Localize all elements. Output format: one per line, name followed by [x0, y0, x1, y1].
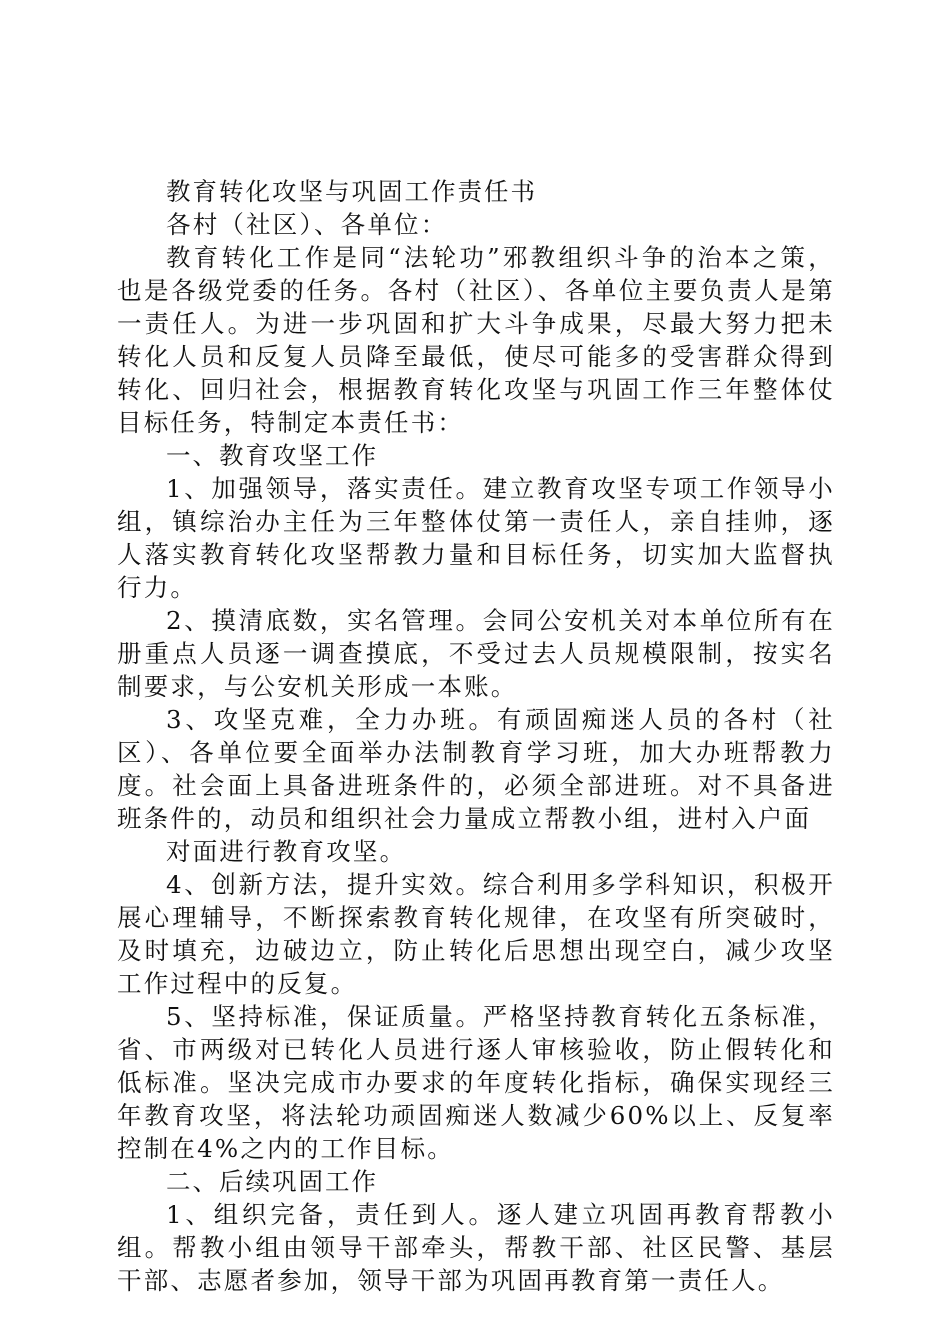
- document-title: 教育转化攻坚与巩固工作责任书: [166, 177, 537, 206]
- section-1-item-3-continued: 对面进行教育攻坚。: [166, 837, 407, 866]
- section-2-item-1: 1、组织完备，责任到人。逐人建立巩固再教育帮教小组。帮教小组由领导干部牵头，帮教干部、社区民警、基层干部、志愿者参加，领导干部为巩固再教育第一责任人。: [117, 1200, 835, 1295]
- section-1-item-4: 4、创新方法，提升实效。综合利用多学科知识，积极开展心理辅导，不断探索教育转化规律，在攻坚有所突破时，及时填充，边破边立，防止转化后思想出现空白，减少攻坚工作过程中的反复。: [117, 870, 835, 998]
- section-1-item-3: 3、攻坚克难，全力办班。有顽固痴迷人员的各村（社区）、各单位要全面举办法制教育学习班，加大办班帮教力度。社会面上具备进班条件的，必须全部进班。对不具备进班条件的，动员和组织社会力量成立帮教小组，进村入户面: [117, 705, 835, 833]
- section-1-item-1: 1、加强领导，落实责任。建立教育攻坚专项工作领导小组，镇综治办主任为三年整体仗第一责任人，亲自挂帅，逐人落实教育转化攻坚帮教力量和目标任务，切实加大监督执行力。: [117, 474, 835, 602]
- section-1-item-2: 2、摸清底数，实名管理。会同公安机关对本单位所有在册重点人员逐一调查摸底，不受过去人员规模限制，按实名制要求，与公安机关形成一本账。: [117, 606, 835, 701]
- salutation: 各村（社区）、各单位：: [166, 210, 448, 239]
- intro-paragraph: 教育转化工作是同“法轮功”邪教组织斗争的治本之策，也是各级党委的任务。各村（社区）、各单位主要负责人是第一责任人。为进一步巩固和扩大斗争成果，尽最大努力把未转化人员和反复人员降至最低，使尽可能多的受害群众得到转化、回归社会，根据教育转化攻坚与巩固工作三年整体仗目标任务，特制定本责任书：: [117, 243, 835, 437]
- section-1-item-5: 5、坚持标准，保证质量。严格坚持教育转化五条标准，省、市两级对已转化人员进行逐人审核验收，防止假转化和低标准。坚决完成市办要求的年度转化指标，确保实现经三年教育攻坚，将法轮功顽固痴迷人数减少60%以上、反复率控制在4%之内的工作目标。: [117, 1002, 835, 1163]
- document-page: [117, 175, 835, 1297]
- section-heading-2: 二、后续巩固工作: [166, 1167, 378, 1196]
- section-heading-1: 一、教育攻坚工作: [166, 441, 378, 470]
